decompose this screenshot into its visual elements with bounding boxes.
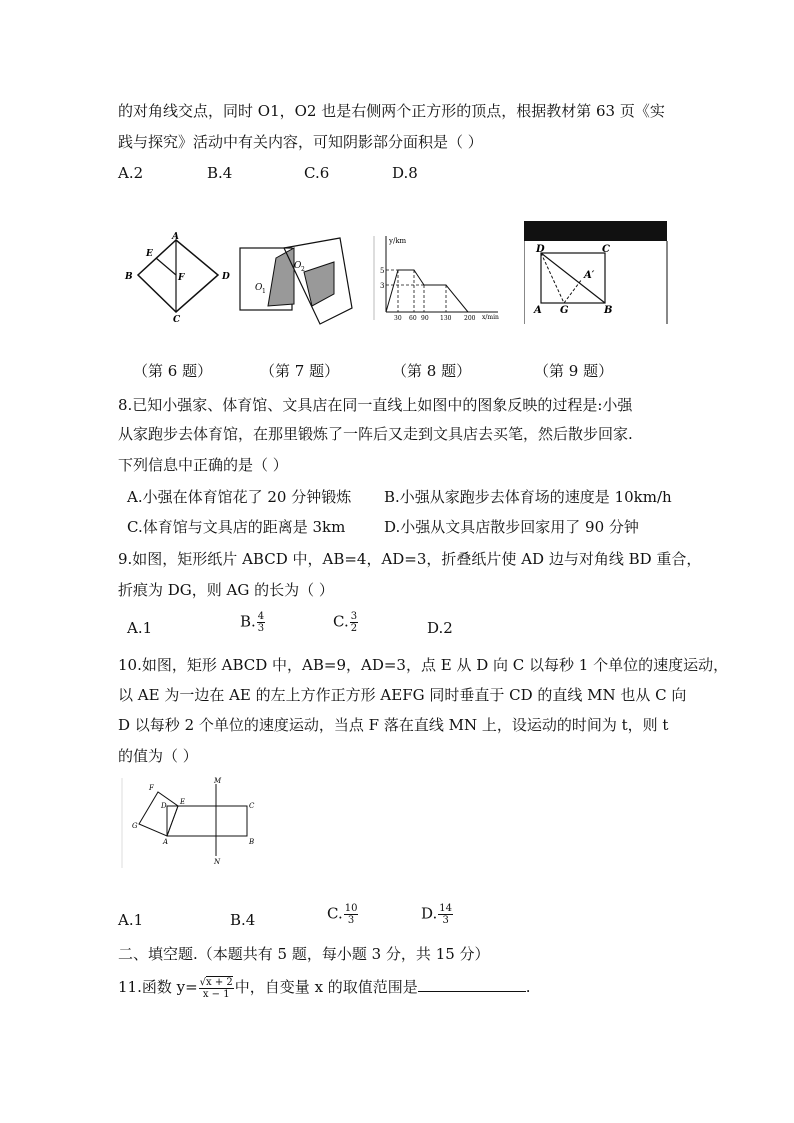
figure-10-rectangle <box>120 774 270 870</box>
fig6-label-c: C <box>173 315 181 325</box>
fig8-xlabel: x/min <box>482 314 499 321</box>
q8-option-b: B.小强从家跑步去体育场的速度是 10km/h <box>384 488 672 506</box>
fig10-label-g: G <box>132 822 138 830</box>
q11-fraction <box>199 976 234 1000</box>
q11-middle: 中，自变量 x 的取值范围是 <box>234 978 418 996</box>
fig6-label-e: E <box>146 249 153 259</box>
q10-option-b: B.4 <box>230 911 256 929</box>
q9-option-a: A.1 <box>127 619 153 637</box>
q10-option-d <box>421 903 454 926</box>
fig6-label-d: D <box>222 272 230 282</box>
fig6-label-b: B <box>125 272 133 282</box>
q8-option-c: C.体育馆与文具店的距离是 3km <box>127 518 346 536</box>
figure-8-caption: （第 8 题） <box>392 362 472 380</box>
q7-option-b: B.4 <box>207 164 233 182</box>
q10-line-1: 10.如图，矩形 ABCD 中，AB=9，AD=3，点 E 从 D 向 C 以每秒 1 个单位的速度运动， <box>118 656 729 674</box>
q10-option-c <box>327 903 359 926</box>
fig10-label-a: A <box>163 838 169 846</box>
q9-option-c <box>333 611 359 634</box>
q9-option-b-prefix: B. <box>240 612 256 631</box>
fig9-label-aprime: A′ <box>584 270 595 281</box>
fig10-label-f: F <box>149 784 154 792</box>
figure-9-rectangle <box>524 221 670 327</box>
q9-option-d: D.2 <box>427 619 453 637</box>
figure-7-squares <box>238 236 370 328</box>
q9-line-1: 9.如图，矩形纸片 ABCD 中，AB=4，AD=3，折叠纸片使 AD 边与对角线 BD 重合， <box>118 550 702 568</box>
fig8-xtick-200: 200 <box>464 315 476 322</box>
q10-option-d-num: 14 <box>439 903 452 914</box>
fig7-label-o1-sub: 1 <box>262 288 266 295</box>
q9-option-c-fraction <box>350 611 358 634</box>
q10-option-a: A.1 <box>118 911 144 929</box>
q11-prefix: 11.函数 y= <box>118 978 198 996</box>
q8-line-2: 从家跑步去体育馆，在那里锻炼了一阵后又走到文具店去买笔，然后散步回家. <box>118 425 633 443</box>
fig9-label-b: B <box>604 305 613 316</box>
q10-line-3: D 以每秒 2 个单位的速度运动，当点 F 落在直线 MN 上，设运动的时间为 t，则 t <box>118 716 669 734</box>
q7-option-c: C.6 <box>304 164 330 182</box>
q7-line-1: 的对角线交点，同时 O1，O2 也是右侧两个正方形的顶点，根据教材第 63 页《实 <box>118 102 665 120</box>
q11-numerator: √x + 2 <box>199 977 233 988</box>
figure-6-rhombus <box>118 230 238 325</box>
q7-option-a: A.2 <box>118 164 144 182</box>
q8-line-1: 8.已知小强家、体育馆、文具店在同一直线上如图中的图象反映的过程是:小强 <box>118 396 633 414</box>
fig7-label-o2: O <box>294 261 302 271</box>
q10-option-d-prefix: D. <box>421 904 438 923</box>
fig8-xtick-130: 130 <box>440 315 452 322</box>
q9-option-c-prefix: C. <box>333 612 349 631</box>
fig6-label-f: F <box>178 273 185 283</box>
fig10-label-m: M <box>214 777 222 785</box>
figure-8-graph <box>372 232 502 324</box>
fig8-ytick-3: 3 <box>380 282 385 290</box>
fig8-xtick-60: 60 <box>409 315 417 322</box>
figure-9-caption: （第 9 题） <box>534 362 614 380</box>
q8-line-3: 下列信息中正确的是（ ） <box>118 456 288 474</box>
q10-option-c-fraction <box>344 903 359 926</box>
fig9-label-d: D <box>536 244 545 255</box>
fig7-label-o1: O <box>255 283 263 293</box>
q11-sqrt-inner: x + 2 <box>206 977 233 988</box>
q9-option-b <box>240 611 266 634</box>
q11-denominator: x − 1 <box>202 989 230 1000</box>
q10-option-c-prefix: C. <box>327 904 343 923</box>
q11-answer-blank[interactable] <box>418 976 526 992</box>
q11-line <box>118 976 531 1000</box>
figure-7-caption: （第 7 题） <box>260 362 340 380</box>
fig10-label-c: C <box>249 802 255 810</box>
q11-suffix: . <box>525 978 531 996</box>
q9-line-2: 折痕为 DG，则 AG 的长为（ ） <box>118 581 334 599</box>
fig6-label-a: A <box>172 232 179 242</box>
q10-option-c-num: 10 <box>344 903 358 914</box>
figure-6-caption: （第 6 题） <box>133 362 213 380</box>
q9-option-b-fraction <box>257 611 265 634</box>
q10-option-d-fraction <box>438 903 453 926</box>
q8-option-d: D.小强从文具店散步回家用了 90 分钟 <box>384 518 639 536</box>
q8-option-a: A.小强在体育馆花了 20 分钟锻炼 <box>127 488 352 506</box>
fig10-label-e: E <box>180 798 186 806</box>
fig10-label-n: N <box>214 858 221 866</box>
fig8-xtick-90: 90 <box>421 315 429 322</box>
fig9-label-a: A <box>534 305 542 316</box>
q10-option-c-den: 3 <box>347 915 355 926</box>
q10-option-d-den: 3 <box>442 915 449 926</box>
q9-option-b-num: 4 <box>257 611 265 622</box>
q9-option-c-num: 3 <box>350 611 358 622</box>
q10-line-2: 以 AE 为一边在 AE 的左上方作正方形 AEFG 同时垂直于 CD 的直线 MN 也从 C 向 <box>118 686 687 704</box>
q9-option-b-den: 3 <box>257 623 265 634</box>
fig9-label-g: G <box>560 305 569 316</box>
q7-line-2: 践与探究》活动中有关内容，可知阴影部分面积是（ ） <box>118 133 483 151</box>
fig10-label-b: B <box>249 838 255 846</box>
q7-option-d: D.8 <box>392 164 418 182</box>
fig10-label-d: D <box>161 802 167 810</box>
fig9-label-c: C <box>602 244 610 255</box>
fig8-ytick-5: 5 <box>380 267 385 275</box>
q9-option-c-den: 2 <box>350 623 358 634</box>
fig7-label-o2-sub: 2 <box>301 266 305 273</box>
q10-line-4: 的值为（ ） <box>118 747 198 765</box>
fig8-ylabel: y/km <box>389 237 407 245</box>
fig8-xtick-30: 30 <box>394 315 402 322</box>
section-2-title: 二、填空题.（本题共有 5 题，每小题 3 分，共 15 分） <box>118 945 490 963</box>
